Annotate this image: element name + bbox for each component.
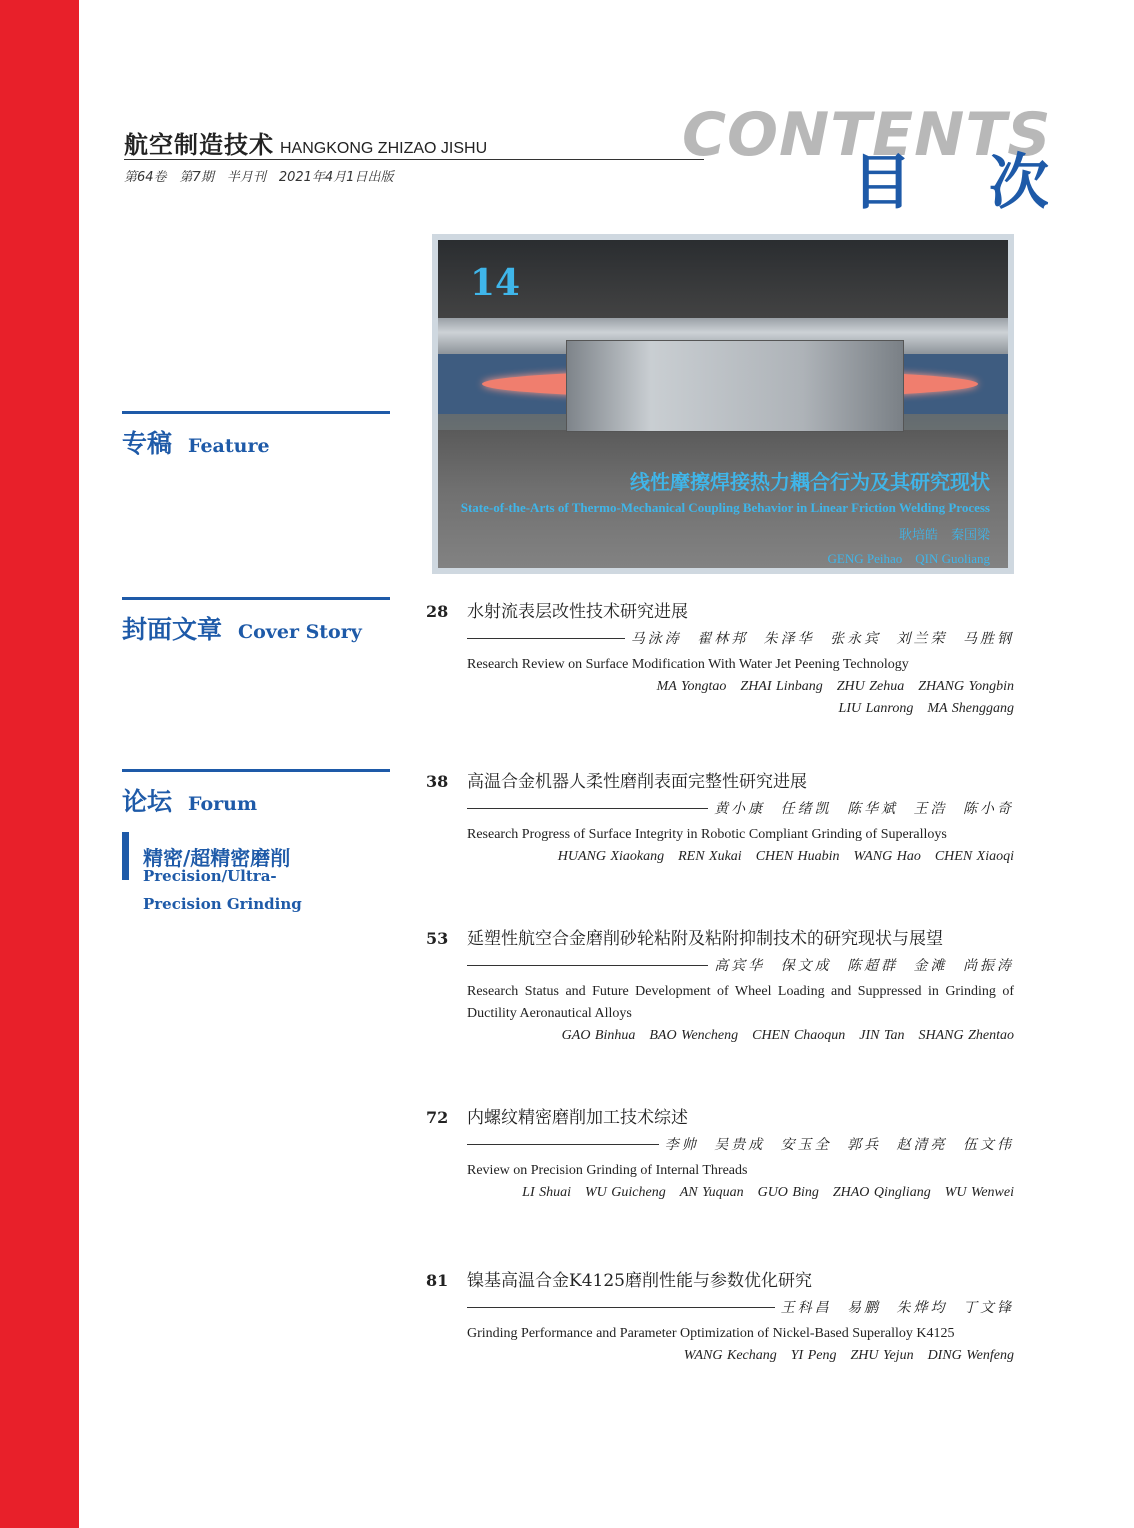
toc-page-number: 38 [426, 772, 449, 791]
toc-title-en: Research Status and Future Development of Wheel Loading and Suppressed in Grinding of Ductility Aeronautical Alloys [467, 984, 1014, 1021]
toc-authors-cn: 黄小康 任绪凯 陈华斌 王浩 陈小奇 [714, 801, 1014, 817]
toc-title-cn: 高温合金机器人柔性磨削表面完整性研究进展 [467, 772, 807, 792]
section-feature-cn: 专稿 [122, 429, 173, 458]
contents-heading-en: CONTENTS [682, 100, 1052, 170]
author-leader-line [467, 1144, 659, 1145]
toc-authors-cn: 马泳涛 翟林邦 朱泽华 张永宾 刘兰荣 马胜钢 [630, 631, 1014, 647]
cover-article-card[interactable] [432, 234, 1014, 574]
toc-authors-cn: 李帅 吴贵成 安玉全 郭兵 赵清亮 伍文伟 [664, 1137, 1014, 1153]
toc-authors-cn: 王科昌 易鹏 朱烨均 丁文锋 [780, 1300, 1014, 1316]
left-red-bar [0, 0, 79, 1528]
section-forum-cn: 论坛 [122, 787, 173, 816]
toc-page-number: 53 [426, 929, 449, 948]
author-leader-line [467, 1307, 775, 1308]
subsection-precision-grinding-en: Precision/Ultra-Precision Grinding [143, 867, 302, 913]
toc-title-cn: 延塑性航空合金磨削砂轮粘附及粘附抑制技术的研究现状与展望 [467, 929, 943, 949]
toc-page-number: 28 [426, 602, 449, 621]
toc-title-en: Research Progress of Surface Integrity in Robotic Compliant Grinding of Superalloys [467, 827, 947, 842]
toc-entry[interactable] [426, 767, 1014, 868]
journal-title-cn: 航空制造技术 [124, 131, 274, 159]
section-forum-en: Forum [188, 793, 258, 815]
contents-heading-cn: 目 次 [852, 148, 1077, 218]
toc-authors-cn: 高宾华 保文成 陈超群 金滩 尚振涛 [714, 958, 1014, 974]
toc-title-en: Research Review on Surface Modification With Water Jet Peening Technology [467, 657, 909, 672]
author-leader-line [467, 808, 708, 809]
journal-title-en: HANGKONG ZHIZAO JISHU [280, 140, 488, 157]
toc-title-cn: 内螺纹精密磨削加工技术综述 [467, 1108, 688, 1128]
issue-info: 第64卷 第7期 半月刊 2021年4月1日出版 [124, 170, 394, 185]
author-leader-line [467, 638, 625, 639]
cover-article-page: 14 [470, 262, 521, 304]
toc-page-number: 72 [426, 1108, 449, 1127]
cover-article-title-cn: 线性摩擦焊接热力耦合行为及其研究现状 [630, 470, 990, 494]
section-cover-story-en: Cover Story [238, 621, 362, 643]
section-forum [122, 769, 390, 918]
cover-article-authors-cn: 耿培皓 秦国梁 [898, 528, 990, 543]
cover-photo-workpiece [566, 340, 904, 432]
toc-entry[interactable] [426, 597, 1014, 720]
section-feature-en: Feature [188, 435, 270, 457]
toc-authors-en: LIU Lanrong MA Shenggang [838, 701, 1014, 716]
toc-entry[interactable] [426, 924, 1014, 1047]
section-cover-story-cn: 封面文章 [122, 615, 223, 644]
toc-title-en: Grinding Performance and Parameter Optimization of Nickel-Based Superalloy K4125 [467, 1326, 955, 1341]
toc-entry[interactable] [426, 1103, 1014, 1204]
toc-authors-en: GAO Binhua BAO Wencheng CHEN Chaoqun JIN Tan SHANG Zhentao [561, 1028, 1014, 1043]
cover-article-title-en: State-of-the-Arts of Thermo-Mechanical Coupling Behavior in Linear Friction Welding Process [460, 500, 990, 515]
author-leader-line [467, 965, 708, 966]
toc-title-cn: 镍基高温合金K4125磨削性能与参数优化研究 [467, 1271, 812, 1291]
section-feature [122, 411, 390, 460]
toc-title-cn: 水射流表层改性技术研究进展 [467, 602, 688, 622]
toc-page-number: 81 [426, 1271, 449, 1290]
cover-article-authors-en: GENG Peihao QIN Guoliang [827, 551, 990, 566]
toc-authors-en: MA Yongtao ZHAI Linbang ZHU Zehua ZHANG Yongbin [656, 679, 1014, 694]
subsection-precision-grinding-cn: 精密/超精密磨削 [143, 845, 291, 870]
section-cover-story [122, 597, 390, 646]
toc-authors-en: WANG Kechang YI Peng ZHU Yejun DING Wenfeng [683, 1348, 1014, 1363]
toc-authors-en: LI Shuai WU Guicheng AN Yuquan GUO Bing ZHAO Qingliang WU Wenwei [522, 1185, 1014, 1200]
toc-authors-en: HUANG Xiaokang REN Xukai CHEN Huabin WANG Hao CHEN Xiaoqi [557, 849, 1014, 864]
toc-title-en: Review on Precision Grinding of Internal Threads [467, 1163, 748, 1178]
header-rule [124, 159, 704, 160]
toc-entry[interactable] [426, 1266, 1014, 1367]
journal-title [124, 125, 487, 160]
